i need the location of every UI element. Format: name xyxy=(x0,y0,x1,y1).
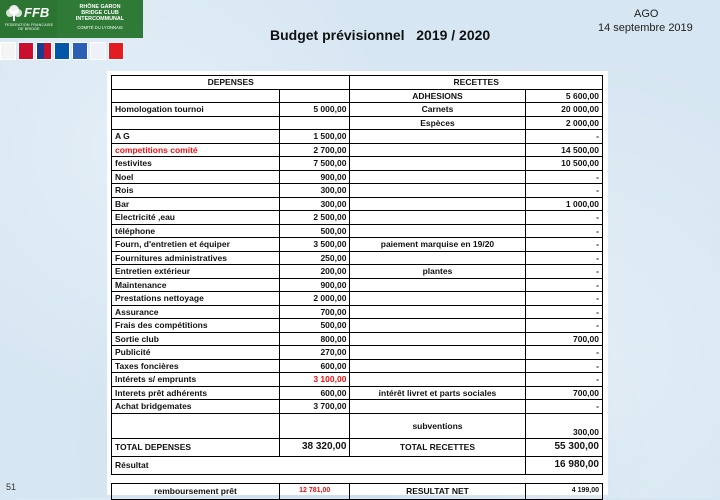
depense-value: 700,00 xyxy=(280,305,350,319)
depense-value: 5 000,00 xyxy=(280,103,350,117)
table-row xyxy=(112,319,603,333)
depense-value: 900,00 xyxy=(280,278,350,292)
depense-label: Noel xyxy=(112,170,280,184)
depense-value: 300,00 xyxy=(280,197,350,211)
depense-label: Achat bridgemates xyxy=(112,400,280,414)
sponsor-flag-3 xyxy=(36,42,52,60)
depense-label: téléphone xyxy=(112,224,280,238)
recette-label: ADHESIONS xyxy=(350,89,525,103)
recette-value: - xyxy=(525,251,603,265)
recette-value: - xyxy=(525,130,603,144)
depense-label: Electricité ,eau xyxy=(112,211,280,225)
recette-value: - xyxy=(525,319,603,333)
budget-table xyxy=(111,75,603,500)
sponsor-flag-6 xyxy=(90,42,106,60)
depense-value xyxy=(280,89,350,103)
resultat-row xyxy=(112,456,603,474)
header-recettes: RECETTES xyxy=(350,76,603,90)
recette-label xyxy=(350,346,525,360)
depense-label xyxy=(112,116,280,130)
depense-label: Bar xyxy=(112,197,280,211)
budget-sheet xyxy=(107,71,608,495)
recette-value: - xyxy=(525,278,603,292)
recette-label xyxy=(350,130,525,144)
depense-label: Fournitures administratives xyxy=(112,251,280,265)
table-row xyxy=(112,89,603,103)
table-row xyxy=(112,251,603,265)
total-recettes-label: TOTAL RECETTES xyxy=(350,438,525,456)
recette-value: 2 000,00 xyxy=(525,116,603,130)
depense-label: Intérets s/ emprunts xyxy=(112,373,280,387)
table-row xyxy=(112,238,603,252)
recette-label: intérêt livret et parts sociales xyxy=(350,386,525,400)
depense-label: Frais des compétitions xyxy=(112,319,280,333)
recette-value: 20 000,00 xyxy=(525,103,603,117)
depense-label: Rois xyxy=(112,184,280,198)
spacer-row xyxy=(112,474,603,483)
sponsor-flag-2 xyxy=(18,42,34,60)
sponsor-flag-7 xyxy=(108,42,124,60)
depense-value: 500,00 xyxy=(280,224,350,238)
depense-value: 3 700,00 xyxy=(280,400,350,414)
club-line-2: BRIDGE CLUB xyxy=(81,10,119,17)
recette-value: - xyxy=(525,238,603,252)
recette-value: - xyxy=(525,400,603,414)
table-row xyxy=(112,184,603,198)
depense-label: Prestations nettoyage xyxy=(112,292,280,306)
meeting-label xyxy=(630,8,658,20)
recette-label: Carnets xyxy=(350,103,525,117)
total-depenses-label: TOTAL DEPENSES xyxy=(112,438,280,456)
recette-label xyxy=(350,184,525,198)
depense-value: 270,00 xyxy=(280,346,350,360)
depense-value: 800,00 xyxy=(280,332,350,346)
remboursement-label: remboursement prêt xyxy=(112,483,280,499)
table-row xyxy=(112,400,603,414)
recette-label xyxy=(350,319,525,333)
subventions-value: 300,00 xyxy=(525,413,603,438)
recette-value: - xyxy=(525,359,603,373)
table-row xyxy=(112,116,603,130)
recette-value: - xyxy=(525,265,603,279)
depense-label xyxy=(112,89,280,103)
ffb-federation: FEDERATION FRANCAISE DE BRIDGE xyxy=(4,23,54,31)
recette-label xyxy=(350,224,525,238)
depense-value: 300,00 xyxy=(280,184,350,198)
table-row xyxy=(112,265,603,279)
table-row xyxy=(112,346,603,360)
depense-label: Maintenance xyxy=(112,278,280,292)
table-row xyxy=(112,373,603,387)
depense-label: Taxes foncières xyxy=(112,359,280,373)
table-row xyxy=(112,103,603,117)
table-row xyxy=(112,211,603,225)
table-row xyxy=(112,359,603,373)
recette-value: 1 000,00 xyxy=(525,197,603,211)
spacer-cell xyxy=(112,474,603,483)
table-row xyxy=(112,332,603,346)
recette-label: paiement marquise en 19/20 xyxy=(350,238,525,252)
club-logo xyxy=(0,0,143,62)
recette-value: - xyxy=(525,305,603,319)
resultat-value: 16 980,00 xyxy=(525,456,603,474)
total-recettes-value: 55 300,00 xyxy=(525,438,603,456)
depense-value: 250,00 xyxy=(280,251,350,265)
meeting-date: 14 septembre 2019 xyxy=(598,22,693,34)
table-row xyxy=(112,278,603,292)
logo-banner xyxy=(0,0,143,38)
depense-value: 2 700,00 xyxy=(280,143,350,157)
resultat-net-label: RESULTAT NET xyxy=(350,483,525,499)
ffb-logo xyxy=(0,0,57,38)
depense-label: Sortie club xyxy=(112,332,280,346)
recette-value: - xyxy=(525,211,603,225)
table-row xyxy=(112,157,603,171)
recette-value: - xyxy=(525,346,603,360)
recette-label xyxy=(350,197,525,211)
sponsor-flag-5 xyxy=(72,42,88,60)
recette-label: plantes xyxy=(350,265,525,279)
recette-label xyxy=(350,278,525,292)
meeting-name: AGO xyxy=(634,8,659,20)
recette-value: - xyxy=(525,170,603,184)
recette-label xyxy=(350,400,525,414)
recette-label: Espèces xyxy=(350,116,525,130)
depense-value xyxy=(280,413,350,438)
table-row xyxy=(112,292,603,306)
depense-label: Fourn, d'entretien et équiper xyxy=(112,238,280,252)
recette-value: 5 600,00 xyxy=(525,89,603,103)
depense-value: 3 500,00 xyxy=(280,238,350,252)
totals-row xyxy=(112,438,603,456)
recette-label xyxy=(350,305,525,319)
header-depenses: DEPENSES xyxy=(112,76,350,90)
ffb-brand: FFB xyxy=(24,5,50,20)
depense-value: 1 500,00 xyxy=(280,130,350,144)
subventions-label: subventions xyxy=(350,413,525,438)
recette-value: 10 500,00 xyxy=(525,157,603,171)
depense-value: 2 500,00 xyxy=(280,211,350,225)
table-row xyxy=(112,197,603,211)
recette-label xyxy=(350,211,525,225)
recette-label xyxy=(350,292,525,306)
sponsor-flags xyxy=(0,40,143,62)
depense-label xyxy=(112,413,280,438)
club-line-1: RHÔNE GARON xyxy=(79,4,121,10)
sponsor-flag-1 xyxy=(0,42,16,60)
table-header-row xyxy=(112,76,603,90)
depense-label: Entretien extérieur xyxy=(112,265,280,279)
recette-label xyxy=(350,332,525,346)
remboursement-value: 12 781,00 xyxy=(280,483,350,499)
table-row xyxy=(112,130,603,144)
recette-label xyxy=(350,359,525,373)
recette-label xyxy=(350,373,525,387)
depense-value: 900,00 xyxy=(280,170,350,184)
table-row xyxy=(112,386,603,400)
page-number: 51 xyxy=(6,482,17,492)
sponsor-flag-4 xyxy=(54,42,70,60)
depense-value: 600,00 xyxy=(280,359,350,373)
depense-value: 3 100,00 xyxy=(280,373,350,387)
recette-value: - xyxy=(525,292,603,306)
club-name xyxy=(57,0,143,38)
depense-value: 500,00 xyxy=(280,319,350,333)
depense-value xyxy=(280,116,350,130)
resultat-label: Résultat xyxy=(112,456,526,474)
club-committee: COMITÉ DU LYONNAIS xyxy=(77,24,123,30)
recette-label xyxy=(350,143,525,157)
recette-value: 700,00 xyxy=(525,386,603,400)
table-row xyxy=(112,143,603,157)
depense-label: Interets prêt adhérents xyxy=(112,386,280,400)
depense-label: competitions comité xyxy=(112,143,280,157)
recette-value: - xyxy=(525,224,603,238)
depense-label: Assurance xyxy=(112,305,280,319)
depense-label: A G xyxy=(112,130,280,144)
table-row xyxy=(112,224,603,238)
depense-value: 600,00 xyxy=(280,386,350,400)
ffb-tree-icon xyxy=(4,4,24,22)
recette-label xyxy=(350,157,525,171)
depense-value: 2 000,00 xyxy=(280,292,350,306)
recette-value: 14 500,00 xyxy=(525,143,603,157)
depense-label: Homologation tournoi xyxy=(112,103,280,117)
table-row xyxy=(112,170,603,184)
recette-value: - xyxy=(525,184,603,198)
resultat-net-row xyxy=(112,483,603,499)
club-line-3: INTERCOMMUNAL xyxy=(75,16,125,23)
recette-label xyxy=(350,251,525,265)
depense-label: festivites xyxy=(112,157,280,171)
total-depenses-value: 38 320,00 xyxy=(280,438,350,456)
table-row xyxy=(112,305,603,319)
budget-table-body xyxy=(112,76,603,500)
page-title: Budget prévisionnel 2019 / 2020 xyxy=(270,27,491,43)
recette-label xyxy=(350,170,525,184)
recette-value: 700,00 xyxy=(525,332,603,346)
recette-value: - xyxy=(525,373,603,387)
subventions-row xyxy=(112,413,603,438)
depense-label: Publicité xyxy=(112,346,280,360)
depense-value: 7 500,00 xyxy=(280,157,350,171)
resultat-net-value: 4 199,00 xyxy=(525,483,603,499)
depense-value: 200,00 xyxy=(280,265,350,279)
